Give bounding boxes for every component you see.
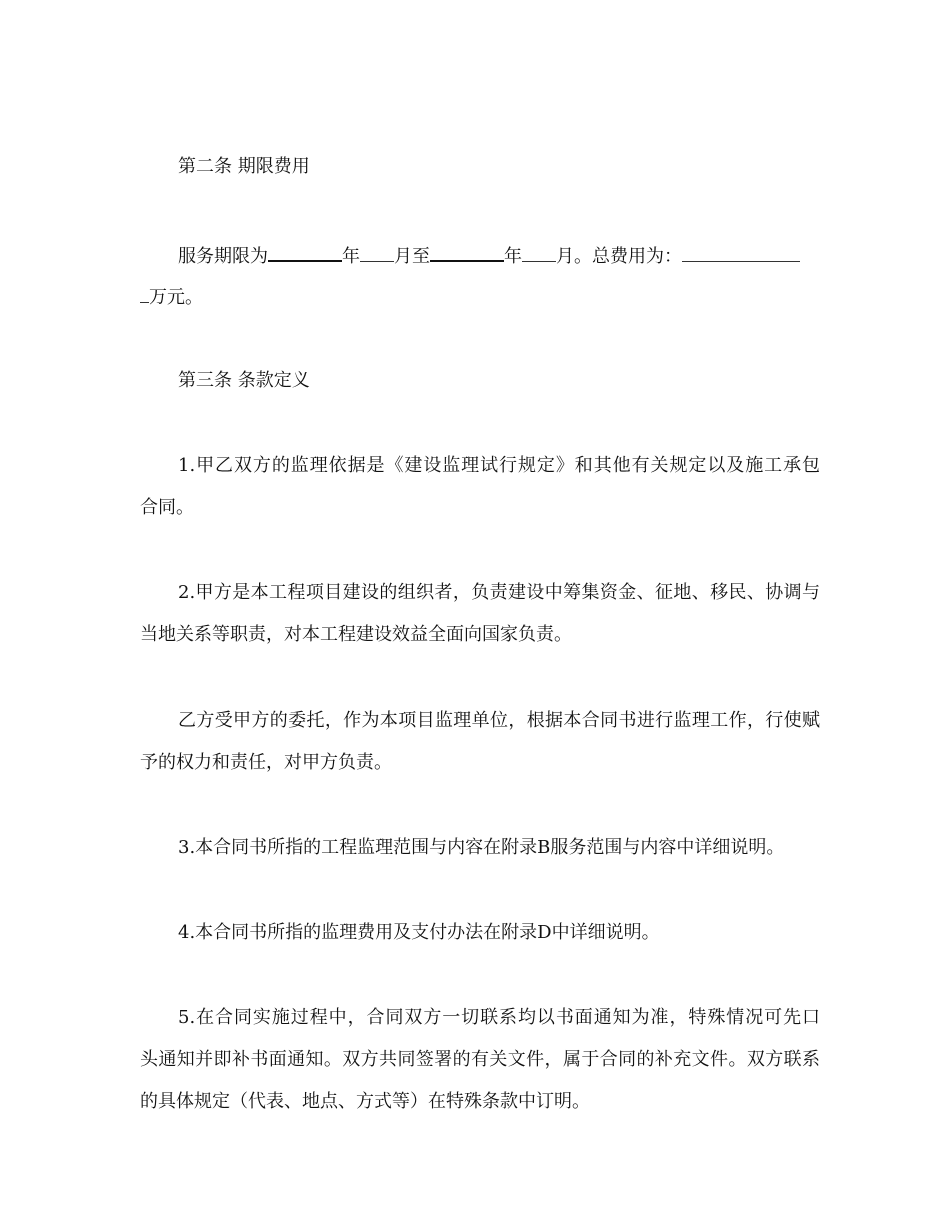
- item-3: 3.本合同书所指的工程监理范围与内容在附录B服务范围与内容中详细说明。: [178, 837, 785, 858]
- year-label-2: 年: [504, 246, 522, 267]
- party-b-line-1: 乙方受甲方的委托，作为本项目监理单位，根据本合同书进行监理工作，行使赋: [178, 710, 820, 731]
- item-5-line-3: 的具体规定（代表、地点、方式等）在特殊条款中订明。: [140, 1091, 590, 1112]
- fee-unit-line: [140, 284, 820, 310]
- party-b-line-2: 予的权力和责任，对甲方负责。: [140, 752, 392, 773]
- total-fee-label: 月。总费用为：: [556, 246, 682, 267]
- item-4: 4.本合同书所指的监理费用及支付办法在附录D中详细说明。: [178, 922, 660, 943]
- start-year-blank[interactable]: [268, 242, 342, 262]
- item-2-line-1: 2.甲方是本工程项目建设的组织者，负责建设中筹集资金、征地、移民、协调与: [178, 582, 820, 603]
- month-to-label: 月至: [394, 246, 430, 267]
- start-month-blank[interactable]: [360, 243, 394, 262]
- service-term-label: 服务期限为: [178, 246, 268, 267]
- fee-unit-label: 万元。: [149, 287, 203, 308]
- item-2-line-2: 当地关系等职责，对本工程建设效益全面向国家负责。: [140, 624, 572, 645]
- end-month-blank[interactable]: [522, 243, 556, 262]
- service-term-line: [140, 242, 820, 269]
- item-5-line-2: 头通知并即补书面通知。双方共同签署的有关文件，属于合同的补充文件。双方联系: [140, 1049, 820, 1070]
- article-3-heading: 第三条 条款定义: [178, 370, 310, 391]
- total-fee-blank-cont: [140, 284, 149, 303]
- item-1-line-2: 合同。: [140, 497, 194, 518]
- item-1-line-1: 1.甲乙双方的监理依据是《建设监理试行规定》和其他有关规定以及施工承包: [178, 455, 820, 476]
- article-2-heading: 第二条 期限费用: [178, 156, 310, 177]
- item-5-line-1: 5.在合同实施过程中，合同双方一切联系均以书面通知为准，特殊情况可先口: [178, 1007, 820, 1028]
- year-label-1: 年: [342, 246, 360, 267]
- end-year-blank[interactable]: [430, 242, 504, 262]
- total-fee-blank[interactable]: [682, 243, 800, 262]
